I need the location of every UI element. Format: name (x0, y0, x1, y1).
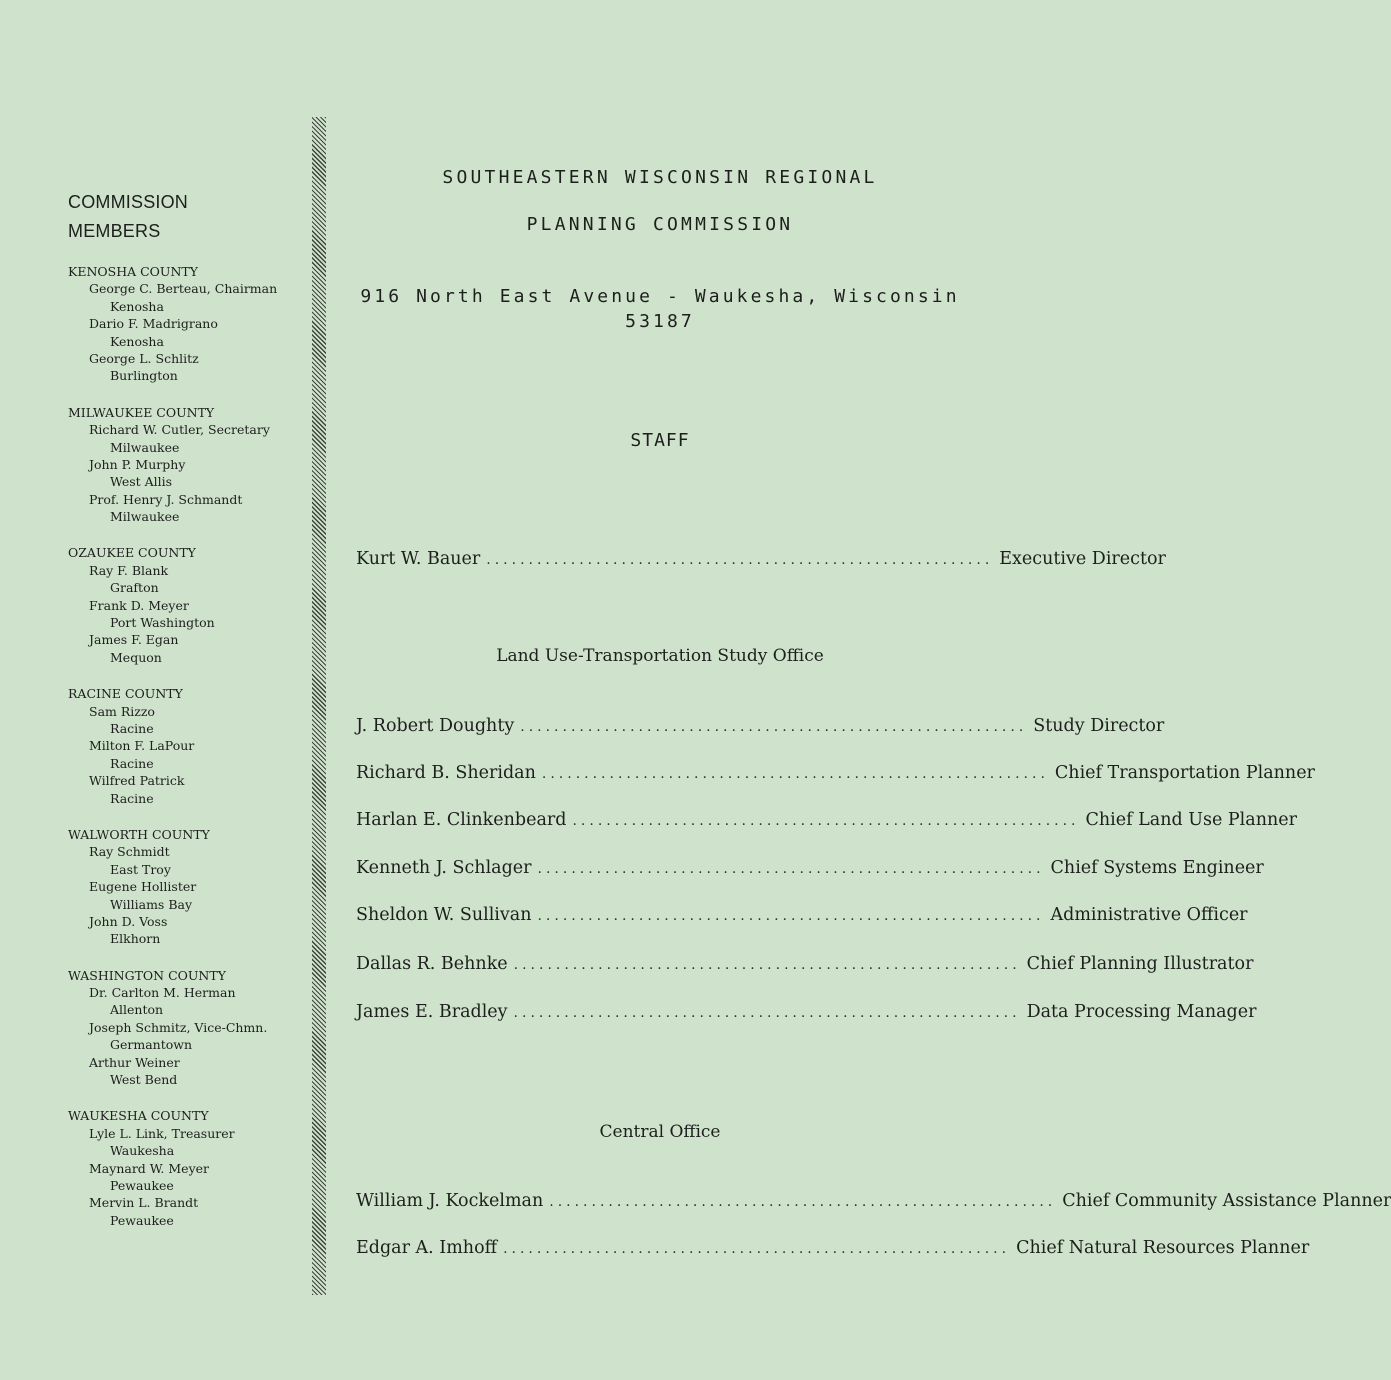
staff-row (356, 1191, 1391, 1217)
member-name: George C. Berteau, Chairman (89, 281, 278, 297)
member-name: Prof. Henry J. Schmandt (89, 491, 243, 507)
dot-leader: ............................................................ (520, 719, 1028, 735)
staff-title: Data Processing Manager (1026, 1002, 1257, 1022)
member-city: Kenosha (110, 333, 164, 349)
staff-title: Chief Natural Resources Planner (1016, 1238, 1310, 1258)
organization-name-line-2: PLANNING COMMISSION (526, 214, 794, 235)
dot-leader: ............................................................ (537, 861, 1045, 877)
member-city: Pewaukee (110, 1212, 174, 1228)
staff-title: Chief Transportation Planner (1054, 763, 1315, 783)
staff-row (356, 763, 1315, 789)
county-group (68, 1107, 308, 1229)
county-name: MILWAUKEE COUNTY (68, 404, 215, 420)
county-name: OZAUKEE COUNTY (68, 545, 196, 561)
staff-row (356, 716, 1165, 742)
county-group (68, 685, 308, 807)
county-list (68, 263, 308, 1229)
member-city: East Troy (110, 861, 171, 877)
staff-title: Executive Director (999, 549, 1166, 569)
member-city: Kenosha (110, 298, 164, 314)
county-name: WAUKESHA COUNTY (68, 1108, 209, 1124)
staff-name: Kenneth J. Schlager (356, 858, 532, 878)
member-name: John D. Voss (89, 913, 168, 929)
member-city: Milwaukee (110, 509, 180, 525)
member-name: Ray Schmidt (89, 844, 170, 860)
member-name: Joseph Schmitz, Vice-Chmn. (89, 1019, 268, 1035)
hatched-column-divider (312, 117, 326, 1295)
commission-members-heading (68, 188, 308, 246)
dot-leader: ............................................................ (541, 766, 1049, 782)
member-name: Milton F. LaPour (89, 738, 195, 754)
member-name: Frank D. Meyer (89, 597, 189, 613)
dot-leader: ............................................................ (513, 1005, 1021, 1021)
member-city: Burlington (110, 368, 178, 384)
member-city: Racine (110, 755, 154, 771)
staff-title: Administrative Officer (1050, 905, 1248, 925)
member-city: Pewaukee (110, 1177, 174, 1193)
staff-title: Chief Community Assistance Planner (1062, 1191, 1391, 1211)
staff-heading: STAFF (630, 430, 690, 451)
member-name: Lyle L. Link, Treasurer (89, 1125, 235, 1141)
county-group (68, 967, 308, 1089)
address-zip: 53187 (625, 311, 695, 332)
county-group (68, 404, 308, 526)
member-name: Richard W. Cutler, Secretary (89, 422, 270, 438)
staff-title: Chief Land Use Planner (1085, 810, 1297, 830)
member-name: Maynard W. Meyer (89, 1160, 210, 1176)
central-office-heading: Central Office (599, 1122, 721, 1142)
member-name: Sam Rizzo (89, 703, 155, 719)
member-city: West Allis (110, 474, 173, 490)
staff-name: Harlan E. Clinkenbeard (356, 810, 567, 830)
member-city: Germantown (110, 1037, 193, 1053)
study-office-heading: Land Use-Transportation Study Office (496, 646, 824, 666)
county-group (68, 826, 308, 948)
staff-name: Sheldon W. Sullivan (356, 905, 532, 925)
staff-title: Study Director (1033, 716, 1165, 736)
staff-row (356, 1002, 1257, 1028)
member-name: Dr. Carlton M. Herman (89, 985, 236, 1001)
staff-name: Richard B. Sheridan (356, 763, 536, 783)
dot-leader: ............................................................ (486, 552, 994, 568)
staff-name: Dallas R. Behnke (356, 954, 508, 974)
dot-leader: ............................................................ (537, 908, 1045, 924)
heading-line-2: MEMBERS (68, 221, 161, 241)
member-name: Ray F. Blank (89, 562, 169, 578)
staff-name: Edgar A. Imhoff (356, 1238, 498, 1258)
member-name: James F. Egan (89, 632, 179, 648)
member-name: Eugene Hollister (89, 879, 197, 895)
member-name: George L. Schlitz (89, 350, 199, 366)
county-group (68, 544, 308, 666)
staff-row (356, 954, 1254, 980)
county-group (68, 263, 308, 385)
staff-row (356, 905, 1248, 931)
commission-members-column (68, 188, 308, 1248)
staff-row (356, 1238, 1310, 1264)
county-name: WASHINGTON COUNTY (68, 967, 226, 983)
member-name: John P. Murphy (89, 456, 186, 472)
member-city: Waukesha (110, 1143, 175, 1159)
member-city: Racine (110, 720, 154, 736)
staff-name: Kurt W. Bauer (356, 549, 481, 569)
county-name: RACINE COUNTY (68, 686, 183, 702)
member-name: Dario F. Madrigrano (89, 316, 218, 332)
staff-name: J. Robert Doughty (356, 716, 515, 736)
member-city: Williams Bay (110, 896, 193, 912)
member-city: Elkhorn (110, 931, 161, 947)
staff-title: Chief Planning Illustrator (1026, 954, 1254, 974)
member-city: Racine (110, 790, 154, 806)
member-name: Mervin L. Brandt (89, 1195, 199, 1211)
county-name: WALWORTH COUNTY (68, 826, 210, 842)
member-city: Mequon (110, 649, 162, 665)
staff-row-director (356, 549, 1166, 575)
staff-row (356, 858, 1264, 884)
staff-name: William J. Kockelman (356, 1191, 544, 1211)
staff-name: James E. Bradley (356, 1002, 508, 1022)
staff-row (356, 810, 1297, 836)
address-line-1: 916 North East Avenue - Waukesha, Wisconsin (360, 286, 960, 307)
dot-leader: ............................................................ (572, 813, 1080, 829)
member-name: Wilfred Patrick (89, 773, 185, 789)
dot-leader: ............................................................ (513, 957, 1021, 973)
member-city: West Bend (110, 1072, 178, 1088)
organization-name-line-1: SOUTHEASTERN WISCONSIN REGIONAL (442, 167, 878, 188)
heading-line-1: COMMISSION (68, 192, 189, 212)
staff-title: Chief Systems Engineer (1050, 858, 1264, 878)
member-city: Allenton (110, 1002, 164, 1018)
dot-leader: ............................................................ (503, 1241, 1011, 1257)
county-name: KENOSHA COUNTY (68, 264, 198, 279)
member-city: Milwaukee (110, 439, 180, 455)
member-city: Grafton (110, 580, 159, 596)
member-name: Arthur Weiner (89, 1054, 180, 1070)
member-city: Port Washington (110, 615, 215, 631)
dot-leader: ............................................................ (549, 1194, 1057, 1210)
